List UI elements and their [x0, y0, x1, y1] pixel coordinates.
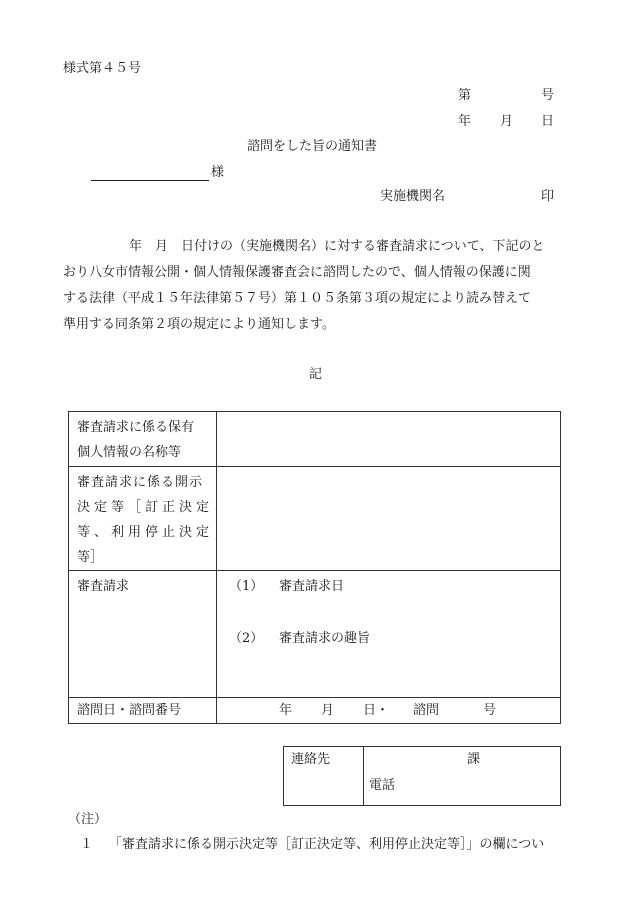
item-text: 審査請求日	[279, 579, 345, 594]
consultation-month: 月	[321, 703, 335, 718]
row-label-consultation	[69, 698, 217, 724]
contact-label: 連絡先	[284, 747, 364, 806]
consultation-label: 諮問	[413, 703, 440, 718]
consultation-number-suffix: 号	[483, 703, 497, 718]
row-value-personal-info-name	[217, 412, 561, 467]
row-value-review-request	[217, 571, 561, 698]
ki-heading: 記	[309, 367, 323, 382]
note-number: １	[80, 837, 94, 852]
row-value-consultation	[217, 698, 561, 724]
date-month-label: 月	[500, 114, 514, 129]
document-number-suffix: 号	[541, 88, 555, 103]
body-line-1: 年 月 日付けの（実施機関名）に対する審査請求について、下記のと	[129, 239, 545, 254]
issuer-label: 実施機関名	[380, 189, 446, 204]
item-number: （2）	[229, 631, 264, 646]
contact-phone: 電話	[369, 778, 396, 793]
label-line: 個人情報の名称等	[77, 445, 182, 460]
consultation-day: 日・	[363, 703, 390, 718]
request-info-table	[68, 411, 561, 724]
contact-section: 課	[467, 752, 481, 767]
document-title: 諮問をした旨の通知書	[247, 139, 378, 154]
note-text: 「審査請求に係る開示決定等［訂正決定等、利用停止決定等］」の欄につい	[109, 837, 545, 852]
label-line: 審査請求に係る保有	[77, 420, 195, 435]
consultation-year: 年	[279, 703, 293, 718]
notes-heading: （注）	[68, 812, 108, 827]
table-row	[69, 467, 561, 571]
row-label-review-request	[69, 571, 217, 698]
review-item-purpose	[217, 626, 560, 651]
body-line-4: 準用する同条第２項の規定により通知します。	[63, 317, 335, 332]
row-label-disclosure-decision	[69, 467, 217, 571]
contact-details	[364, 747, 561, 806]
body-line-2: おり八女市情報公開・個人情報保護審査会に諮問したので、個人情報の保護に関	[63, 265, 531, 280]
table-row	[69, 698, 561, 724]
addressee-line	[91, 180, 209, 181]
row-value-disclosure-decision	[217, 467, 561, 571]
table-row	[69, 571, 561, 698]
date-day-label: 日	[541, 114, 555, 129]
body-line-3: する法律（平成１５年法律第５７号）第１０５条第３項の規定により読み替えて	[63, 291, 532, 306]
table-row	[69, 412, 561, 467]
addressee-suffix: 様	[211, 165, 225, 180]
document-number-prefix: 第	[458, 88, 472, 103]
item-number: （1）	[229, 579, 264, 594]
label-line: 審査請求	[77, 579, 130, 594]
label-line: 決定等［訂正決定	[77, 500, 214, 515]
row-label-personal-info-name	[69, 412, 217, 467]
form-number: 様式第４５号	[63, 61, 142, 76]
seal-mark: 印	[541, 189, 555, 204]
review-item-date	[217, 574, 560, 599]
label-line: 等、利用停止決定	[77, 525, 214, 540]
label-line: 審査請求に係る開示	[77, 475, 204, 490]
contact-box	[283, 746, 561, 806]
label-line: 諮問日・諮問番号	[77, 703, 182, 718]
item-text: 審査請求の趣旨	[279, 631, 371, 646]
date-year-label: 年	[458, 114, 472, 129]
label-line: 等］	[77, 550, 104, 565]
